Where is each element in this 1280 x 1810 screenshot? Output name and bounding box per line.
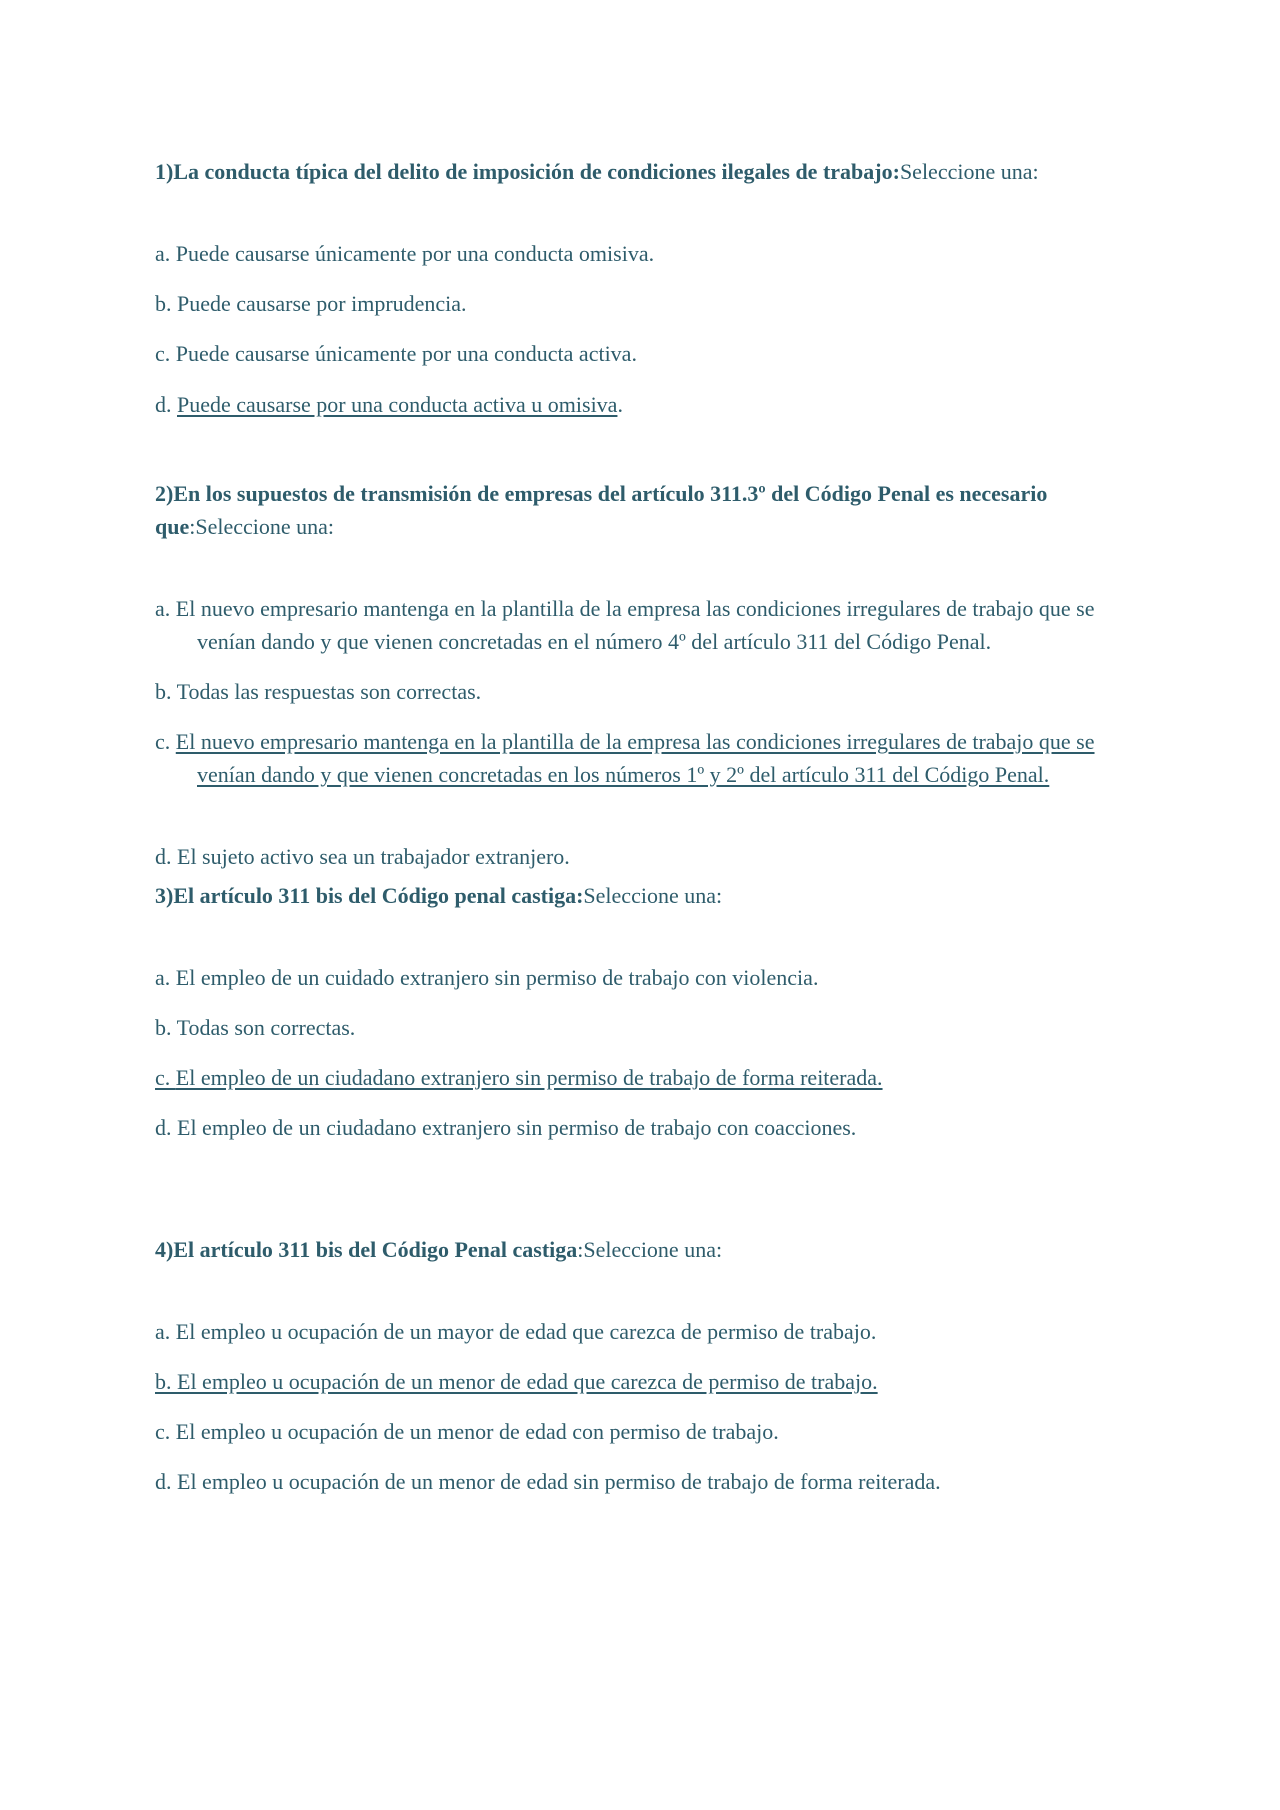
question-3-option-a — [155, 961, 1130, 994]
option-prefix-correct: c. — [155, 1065, 176, 1090]
option-text-correct: El empleo de un ciudadano extranjero sin permiso de trabajo de forma reiterada. — [175, 1065, 883, 1090]
option-prefix: c. — [155, 1419, 176, 1444]
option-text: El empleo u ocupación de un mayor de edad que carezca de permiso de trabajo. — [175, 1319, 877, 1344]
question-4-option-b — [155, 1365, 1130, 1398]
question-4-option-a — [155, 1315, 1130, 1348]
question-1-title: 1)La conducta típica del delito de imposición de condiciones ilegales de trabajo: — [155, 159, 900, 184]
question-4-option-c — [155, 1415, 1130, 1448]
question-3-heading — [155, 879, 1130, 912]
question-1-option-c — [155, 337, 1130, 370]
option-text-correct: El empleo u ocupación de un menor de edad que carezca de permiso de trabajo. — [177, 1369, 878, 1394]
option-text: El empleo de un ciudadano extranjero sin permiso de trabajo con coacciones. — [177, 1115, 857, 1140]
question-3-suffix: Seleccione una: — [583, 883, 723, 908]
option-prefix: a. — [155, 241, 176, 266]
question-2-option-d — [155, 840, 1130, 873]
question-4-title: 4)El artículo 311 bis del Código Penal castiga — [155, 1237, 578, 1262]
option-prefix: b. — [155, 1015, 177, 1040]
option-text-correct: El nuevo empresario mantenga en la plantilla de la empresa las condiciones irregulares de trabajo que se venían dando y que vienen concretadas en los números 1º y 2º del artículo 311 del Código Penal. — [175, 729, 1095, 787]
option-text: Puede causarse por imprudencia. — [177, 291, 467, 316]
question-4-option-d — [155, 1465, 1130, 1498]
question-2-option-c — [155, 725, 1130, 791]
option-prefix: c. — [155, 729, 176, 754]
option-text: El nuevo empresario mantenga en la plantilla de la empresa las condiciones irregulares de trabajo que se venían dando y que vienen concretadas en el número 4º del artículo 311 del Código Penal. — [175, 596, 1095, 654]
option-prefix: d. — [155, 844, 177, 869]
question-4-heading — [155, 1233, 1130, 1266]
option-prefix-correct: b. — [155, 1369, 177, 1394]
option-prefix: c. — [155, 341, 176, 366]
question-2-option-a — [155, 592, 1130, 658]
option-text: El empleo u ocupación de un menor de edad sin permiso de trabajo de forma reiterada. — [177, 1469, 941, 1494]
question-4-suffix: :Seleccione una: — [577, 1237, 723, 1262]
option-text: Todas son correctas. — [176, 1015, 356, 1040]
option-prefix: b. — [155, 679, 177, 704]
option-text-correct: Puede causarse por una conducta activa u omisiva — [177, 392, 618, 417]
question-2-option-b — [155, 675, 1130, 708]
option-prefix: d. — [155, 392, 177, 417]
option-prefix: a. — [155, 965, 176, 990]
option-text: El empleo de un cuidado extranjero sin permiso de trabajo con violencia. — [175, 965, 819, 990]
option-prefix: a. — [155, 596, 176, 621]
option-prefix: d. — [155, 1115, 177, 1140]
question-3-option-c — [155, 1061, 1130, 1094]
question-3-option-b — [155, 1011, 1130, 1044]
question-1-option-d — [155, 388, 1130, 421]
option-tail: . — [617, 392, 623, 417]
question-1-option-b — [155, 287, 1130, 320]
option-prefix: a. — [155, 1319, 176, 1344]
option-text: Puede causarse únicamente por una conducta activa. — [175, 341, 637, 366]
option-text: Puede causarse únicamente por una conducta omisiva. — [175, 241, 655, 266]
question-3-title: 3)El artículo 311 bis del Código penal castiga: — [155, 883, 584, 908]
question-2-suffix: :Seleccione una: — [189, 514, 335, 539]
question-1-option-a — [155, 237, 1130, 270]
option-text: El sujeto activo sea un trabajador extranjero. — [177, 844, 570, 869]
question-3-option-d — [155, 1111, 1130, 1144]
question-1-heading — [155, 155, 1130, 188]
option-text: El empleo u ocupación de un menor de edad con permiso de trabajo. — [175, 1419, 779, 1444]
option-prefix: b. — [155, 291, 177, 316]
option-text: Todas las respuestas son correctas. — [176, 679, 482, 704]
option-prefix: d. — [155, 1469, 177, 1494]
question-2-title: 2)En los supuestos de transmisión de empresas del artículo 311.3º del Código Penal es necesario que — [155, 481, 1048, 539]
question-2-heading — [155, 477, 1130, 543]
question-1-suffix: Seleccione una: — [899, 159, 1039, 184]
